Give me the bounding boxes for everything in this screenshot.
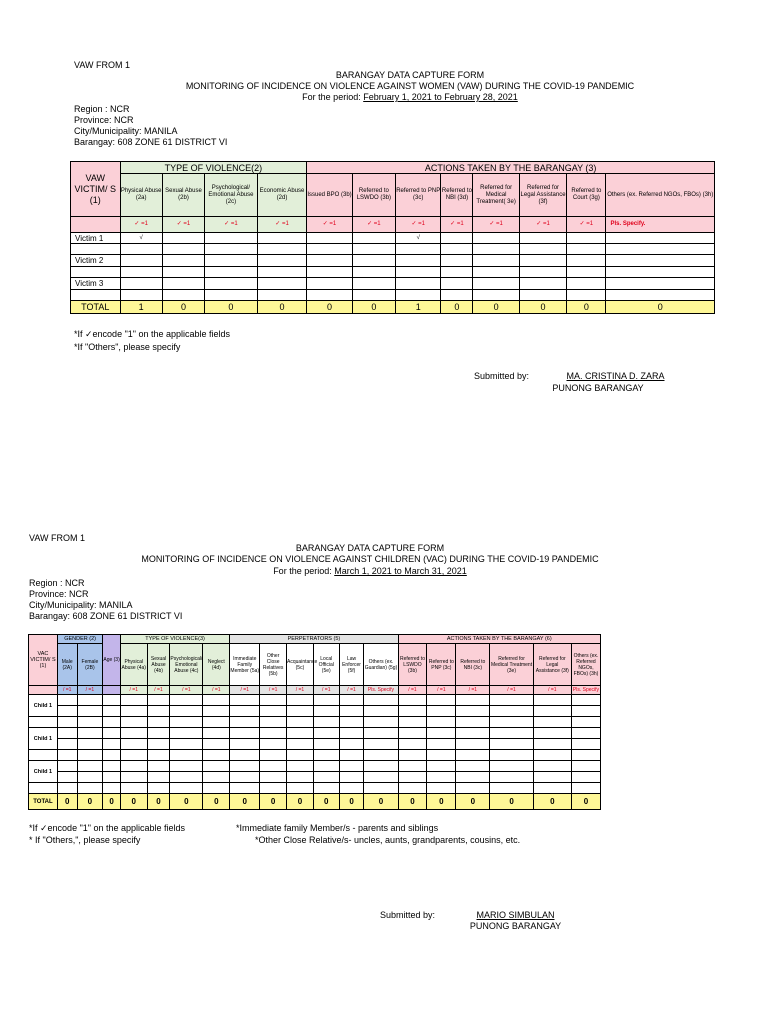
form2-city: City/Municipality: MANILA [29,600,133,610]
table-row [29,739,601,750]
form1-id: VAW FROM 1 [74,60,130,70]
actions-taken-header: ACTIONS TAKEN BY THE BARANGAY (3) [307,162,715,174]
col-physical-abuse: Physical Abuse (4a) [120,644,147,686]
total-value: 0 [77,794,103,810]
total-label: TOTAL [29,794,58,810]
col-issued-bpo: Issued BPO (3b) [307,174,352,217]
total-value: 0 [533,794,571,810]
code-mark: / =1 [147,686,170,695]
form1-period-line [110,92,710,103]
total-value: 0 [103,794,121,810]
code-specify: Pls. Specify [572,687,600,693]
form2-region: Region : NCR [29,578,85,588]
vac-table [28,634,601,810]
code-specify: Pls. Specify. [606,217,715,233]
code-mark: / =1 [313,686,339,695]
table-row [29,717,601,728]
total-value: 0 [456,794,490,810]
code-mark: ✓ =1 [205,217,258,233]
perpetrators-header: PERPETRATORS (5) [230,635,398,644]
vac-victims-header: VAC VICTIM/ S (1) [29,635,58,686]
form2-signatory [447,910,584,921]
form1-note-encode: *If ✓encode "1" on the applicable fields [74,329,231,339]
col-referred-nbi: Referred to NBI (3d) [441,174,473,217]
child-label: Child 1 [29,761,58,783]
form2-subtitle: MONITORING OF INCIDENCE ON VIOLENCE AGAINST CHILDREN (VAC) DURING THE COVID-19 PANDEMIC [141,554,599,564]
form2-note-immediate-family: *Immediate family Member/s - parents and siblings [236,823,439,833]
total-value: 0 [162,301,204,314]
type-of-violence-header: TYPE OF VIOLENCE(2) [120,162,307,174]
code-mark: ✓ =1 [162,217,204,233]
form1-note-others: *If "Others", please specify [74,342,181,352]
vaw-victims-header: VAW VICTIM/ S (1) [71,162,121,217]
col-sexual-abuse: Sexual Abuse (2b) [162,174,204,217]
form2-note-others: * If "Others,", please specify [29,835,141,845]
col-others-ngos: Others (ex. Referred NGOs, FBOs) (3h) [571,644,600,686]
form2-signatory-name: MARIO SIMBULAN [476,910,555,920]
form1-region: Region : NCR [74,104,130,114]
col-law-enforcer: Law Enforcer (5f) [339,644,364,686]
code-mark: / =1 [170,686,203,695]
total-value: 0 [473,301,519,314]
table-row [29,750,601,761]
cell-referred-pnp-check[interactable]: √ [396,233,441,244]
col-female: Female (2B) [77,644,103,686]
col-psychological-abuse: Psychological/ Emotional Abuse (2c) [205,174,258,217]
total-value: 1 [396,301,441,314]
code-mark: ✓ =1 [352,217,395,233]
total-value: 0 [57,794,77,810]
code-mark: ✓ =1 [567,217,606,233]
total-value: 0 [257,301,307,314]
total-value: 0 [606,301,715,314]
total-label: TOTAL [71,301,121,314]
form2-signatory-title: PUNONG BARANGAY [469,921,562,931]
form2-title: BARANGAY DATA CAPTURE FORM [295,543,445,553]
form1-signatory [543,371,688,382]
code-mark: / =1 [398,686,427,695]
total-value: 0 [490,794,533,810]
code-mark: / =1 [203,686,230,695]
col-male: Male (2A) [57,644,77,686]
code-mark: / =1 [230,686,260,695]
total-value: 0 [519,301,566,314]
total-value: 0 [205,301,258,314]
total-value: 0 [170,794,203,810]
form2-note-encode: *If ✓encode "1" on the applicable fields [29,823,186,833]
col-economic-abuse: Economic Abuse (2d) [257,174,307,217]
table-row [71,290,715,301]
col-referred-lswdo: Referred to LSWDO (3b) [398,644,427,686]
code-cell [71,217,121,233]
table-row [29,761,601,772]
code-mark: / =1 [490,686,533,695]
code-mark: / =1 [260,686,287,695]
form1-signatory-name: MA. CRISTINA D. ZARA [566,371,665,381]
vaw-column-headers [71,174,715,217]
form2-barangay: Barangay: 608 ZONE 61 DISTRICT VI [29,611,183,621]
child-label: Child 1 [29,695,58,717]
code-mark: / =1 [427,686,456,695]
victim-label: Victim 1 [71,233,121,244]
total-value: 0 [567,301,606,314]
gender-header: GENDER (2) [57,635,102,644]
col-others-guardian: Others (ex. Guardian) (5g) [364,644,398,686]
form2-note-close-relatives: *Other Close Relative/s- uncles, aunts, grandparents, cousins, etc. [255,835,521,845]
col-psychological-abuse: Psychological/ Emotional Abuse (4c) [170,644,203,686]
col-other-relatives: Other Close Relatives (5b) [260,644,287,686]
code-mark: / =1 [120,686,147,695]
form1-province: Province: NCR [74,115,134,125]
table-row [29,728,601,739]
type-of-violence-header: TYPE OF VIOLENCE(3) [120,635,229,644]
code-mark: ✓ =1 [519,217,566,233]
form1-title: BARANGAY DATA CAPTURE FORM [335,70,485,80]
col-referred-court: Referred to Court (3g) [567,174,606,217]
vaw-table [70,161,715,314]
col-others: Others (ex. Referred NGOs, FBOs) (3h) [606,174,715,217]
total-value: 0 [287,794,314,810]
code-mark: ✓ =1 [257,217,307,233]
form1-submitted-label: Submitted by: [474,371,530,381]
total-value: 0 [352,301,395,314]
total-value: 0 [230,794,260,810]
form2-province: Province: NCR [29,589,89,599]
vac-code-row [29,686,601,695]
code-mark: / =1 [533,686,571,695]
code-mark: ✓ =1 [307,217,352,233]
total-value: 0 [147,794,170,810]
form2-period-prefix: For the period: [273,566,335,576]
col-referred-legal: Referred for Legal Assistance (3f) [533,644,571,686]
form1-period: February 1, 2021 to February 28, 2021 [363,92,518,102]
victim-label: Victim 3 [71,278,121,290]
code-mark: ✓ =1 [120,217,162,233]
form1-city: City/Municipality: MANILA [74,126,178,136]
code-mark: / =1 [287,686,314,695]
form2-period: March 1, 2021 to March 31, 2021 [334,566,467,576]
child-label: Child 1 [29,728,58,750]
form1-period-prefix: For the period: [302,92,364,102]
form1-signatory-title: PUNONG BARANGAY [552,383,644,393]
table-row [29,706,601,717]
col-neglect: Neglect (4d) [203,644,230,686]
actions-taken-header: ACTIONS TAKEN BY THE BARANGAY (6) [398,635,600,644]
code-mark: ✓ =1 [396,217,441,233]
total-value: 0 [441,301,473,314]
table-row [71,267,715,278]
table-row [29,695,601,706]
code-mark: / =1 [339,686,364,695]
table-row [29,783,601,794]
vaw-code-row [71,217,715,233]
col-referred-pnp: Referred to PNP (3c) [427,644,456,686]
col-age: Age (3) [103,635,121,686]
code-mark: / =1 [57,686,77,695]
code-mark: / =1 [77,686,103,695]
total-value: 0 [313,794,339,810]
col-local-official: Local Official (5e) [313,644,339,686]
total-row [71,301,715,314]
col-referred-medical: Referred for Medical Treatment (3e) [490,644,533,686]
col-physical-abuse: Physical Abuse (2a) [120,174,162,217]
total-value: 0 [203,794,230,810]
code-specify: Pls. Specify [364,686,398,695]
total-value: 0 [120,794,147,810]
total-row [29,794,601,810]
form2-period-line [70,566,670,577]
victim-label: Victim 2 [71,255,121,267]
table-row [71,278,715,290]
col-referred-lswdo: Referred to LSWDO (3b) [352,174,395,217]
code-mark: ✓ =1 [473,217,519,233]
table-row [71,233,715,244]
col-referred-pnp: Referred to PNP (3c) [396,174,441,217]
col-immediate-family: Immediate Family Member (5a) [230,644,260,686]
total-value: 0 [339,794,364,810]
total-value: 0 [260,794,287,810]
form2-submitted-label: Submitted by: [380,910,436,920]
code-mark: ✓ =1 [441,217,473,233]
total-value: 0 [307,301,352,314]
col-acquaintance: Acquaintance (5c) [287,644,314,686]
code-mark: / =1 [456,686,490,695]
form1-subtitle: MONITORING OF INCIDENCE ON VIOLENCE AGAINST WOMEN (VAW) DURING THE COVID-19 PANDEMIC [185,81,635,91]
col-referred-legal: Referred for Legal Assistance (3f) [519,174,566,217]
total-value: 1 [120,301,162,314]
table-row [71,244,715,255]
total-value: 0 [571,794,600,810]
total-value: 0 [398,794,427,810]
col-sexual-abuse: Sexual Abuse (4b) [147,644,170,686]
col-referred-nbi: Referred to NBI (3c) [456,644,490,686]
form2-id: VAW FROM 1 [29,533,85,543]
cell-physical-abuse-check[interactable]: √ [120,233,162,244]
table-row [29,772,601,783]
total-value: 0 [427,794,456,810]
total-value: 0 [364,794,398,810]
table-row [71,255,715,267]
col-referred-medical: Referred for Medical Treatment( 3e) [473,174,519,217]
form1-barangay: Barangay: 608 ZONE 61 DISTRICT VI [74,137,228,147]
